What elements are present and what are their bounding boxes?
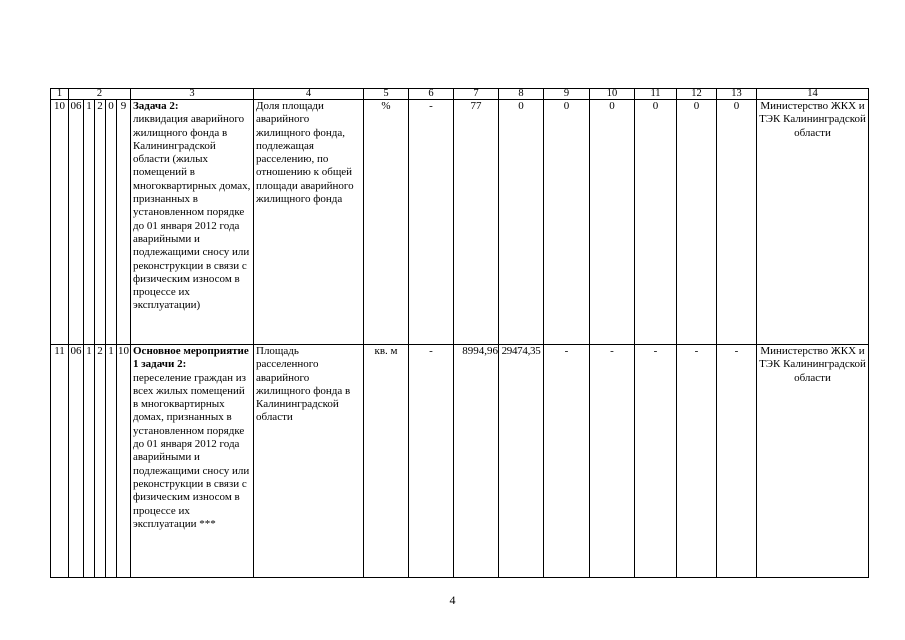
- row-number: 11: [51, 345, 69, 578]
- table-row: [51, 345, 869, 578]
- indicator-name: Доля площади аварийного жилищного фонда, подлежащая расселению, по отношению к общей площади аварийного жилищного фонда: [254, 100, 364, 345]
- value-col-8: 0: [499, 100, 544, 345]
- table-row: [51, 100, 869, 345]
- header-col-13: 13: [717, 89, 757, 100]
- task-description: [131, 100, 254, 345]
- value-col-11: 0: [635, 100, 677, 345]
- task-title: Задача 2:: [133, 100, 179, 112]
- code-part: 9: [117, 100, 131, 345]
- value-col-10: -: [590, 345, 635, 578]
- code-part: 1: [84, 345, 95, 578]
- value-col-9: 0: [544, 100, 590, 345]
- value-col-10: 0: [590, 100, 635, 345]
- header-col-8: 8: [499, 89, 544, 100]
- unit: кв. м: [364, 345, 409, 578]
- code-part: 10: [117, 345, 131, 578]
- responsible: Министерство ЖКХ и ТЭК Калининградской области: [757, 100, 869, 345]
- header-col-5: 5: [364, 89, 409, 100]
- value-col-7: 8994,96: [454, 345, 499, 578]
- value-col-7: 77: [454, 100, 499, 345]
- header-col-4: 4: [254, 89, 364, 100]
- value-col-8: 29474,35: [499, 345, 544, 578]
- value-col-11: -: [635, 345, 677, 578]
- task-text: ликвидация аварийного жилищного фонда в Калининградской области (жилых помещений в многоквартирных домах, признанных в установленном порядке до 01 января 2012 года аварийными и подлежащими сносу или реконструкции в связи с физическим износом в процессе их эксплуатации): [133, 113, 251, 312]
- responsible: Министерство ЖКХ и ТЭК Калининградской области: [757, 345, 869, 578]
- code-part: 06: [69, 100, 84, 345]
- page-number: 4: [449, 593, 456, 607]
- code-part: 1: [106, 345, 117, 578]
- code-part: 0: [106, 100, 117, 345]
- header-col-6: 6: [409, 89, 454, 100]
- header-col-3: 3: [131, 89, 254, 100]
- task-text: переселение граждан из всех жилых помещений в многоквартирных домах, признанных в установленном порядке до 01 января 2012 года аварийными и подлежащими сносу или реконструкции в связи с физическим износом в процессе их эксплуатации ***: [133, 371, 250, 530]
- indicator-name: Площадь расселенного аварийного жилищного фонда в Калининградской области: [254, 345, 364, 578]
- code-part: 2: [95, 345, 106, 578]
- value-col-12: 0: [677, 100, 717, 345]
- header-col-11: 11: [635, 89, 677, 100]
- header-col-1: 1: [51, 89, 69, 100]
- header-col-10: 10: [590, 89, 635, 100]
- value-col-13: 0: [717, 100, 757, 345]
- task-description: [131, 345, 254, 578]
- header-col-7: 7: [454, 89, 499, 100]
- value-col-13: -: [717, 345, 757, 578]
- code-part: 1: [84, 100, 95, 345]
- code-part: 2: [95, 100, 106, 345]
- value-col-12: -: [677, 345, 717, 578]
- value-col-9: -: [544, 345, 590, 578]
- unit: %: [364, 100, 409, 345]
- header-col-9: 9: [544, 89, 590, 100]
- task-title: Основное мероприятие 1 задачи 2:: [133, 345, 249, 371]
- value-col-6: -: [409, 100, 454, 345]
- header-col-2: 2: [69, 89, 131, 100]
- header-row: [51, 89, 869, 100]
- row-number: 10: [51, 100, 69, 345]
- header-col-14: 14: [757, 89, 869, 100]
- value-col-6: -: [409, 345, 454, 578]
- indicators-table: [50, 88, 869, 578]
- code-part: 06: [69, 345, 84, 578]
- header-col-12: 12: [677, 89, 717, 100]
